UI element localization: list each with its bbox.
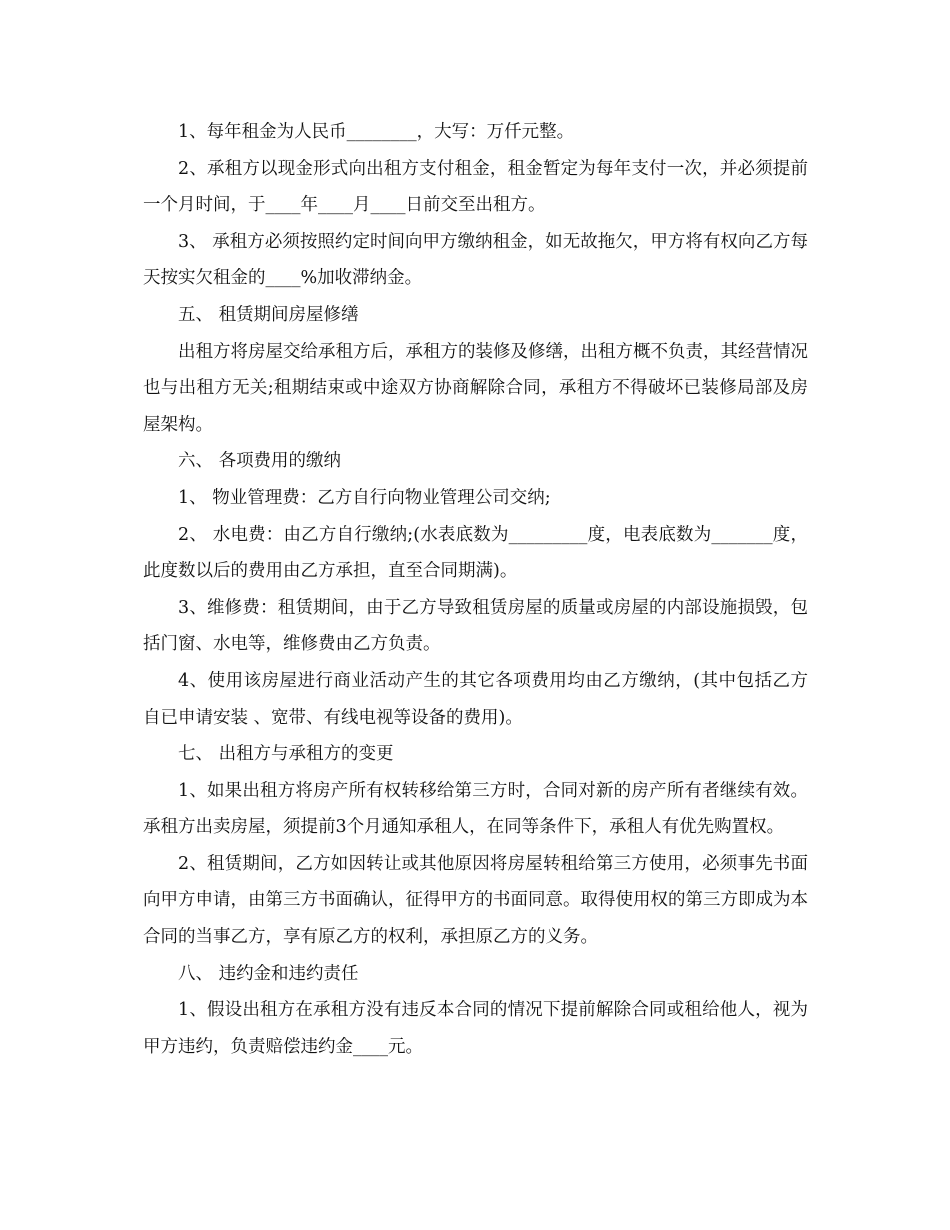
clause-maintenance-fee: 3、维修费：租赁期间，由于乙方导致租赁房屋的质量或房屋的内部设施损毁，包括门窗、水电等，维修费由乙方负责。: [143, 597, 808, 655]
section-heading-breach: 八、 违约金和违约责任: [178, 963, 359, 984]
section-heading-changes: 七、 出租方与承租方的变更: [178, 744, 394, 765]
clause-lessor-breach: 1、假设出租方在承租方没有违反本合同的情况下提前解除合同或租给他人，视为甲方违约，负责赔偿违约金____元。: [143, 1000, 808, 1057]
clause-utilities: 2、 水电费：由乙方自行缴纳;(水表底数为_________度，电表底数为_______度，此度数以后的费用由乙方承担，直至合同期满)。: [143, 524, 808, 582]
section-heading-fees: 六、 各项费用的缴纳: [178, 451, 342, 472]
clause-rent-payment: 2、承租方以现金形式向出租方支付租金，租金暂定为每年支付一次，并必须提前一个月时间，于____年____月____日前交至出租方。: [143, 158, 808, 216]
clause-commercial-fees: 4、使用该房屋进行商业活动产生的其它各项费用均由乙方缴纳，(其中包括乙方自已申请安装 、宽带、有线电视等设备的费用)。: [143, 670, 808, 728]
clause-rent-amount: 1、每年租金为人民币________，大写：万仟元整。: [178, 122, 575, 142]
clause-ownership-transfer: 1、如果出租方将房产所有权转移给第三方时，合同对新的房产所有者继续有效。承租方出卖房屋，须提前3个月通知承租人，在同等条件下，承租人有优先购置权。: [143, 780, 808, 838]
clause-repairs: 出租方将房屋交给承租方后，承租方的装修及修缮，出租方概不负责，其经营情况也与出租方无关;租期结束或中途双方协商解除合同，承租方不得破坏已装修局部及房屋架构。: [143, 341, 808, 435]
section-heading-repairs: 五、 租赁期间房屋修缮: [178, 304, 359, 325]
document-body: [143, 114, 808, 1065]
clause-sublease: 2、租赁期间，乙方如因转让或其他原因将房屋转租给第三方使用，必须事先书面向甲方申请，由第三方书面确认，征得甲方的书面同意。取得使用权的第三方即成为本合同的当事乙方，享有原乙方的权利，承担原乙方的义务。: [143, 853, 808, 948]
clause-late-fee: 3、 承租方必须按照约定时间向甲方缴纳租金，如无故拖欠，甲方将有权向乙方每天按实欠租金的____%加收滞纳金。: [143, 231, 808, 289]
clause-property-management-fee: 1、 物业管理费：乙方自行向物业管理公司交纳;: [178, 487, 551, 508]
